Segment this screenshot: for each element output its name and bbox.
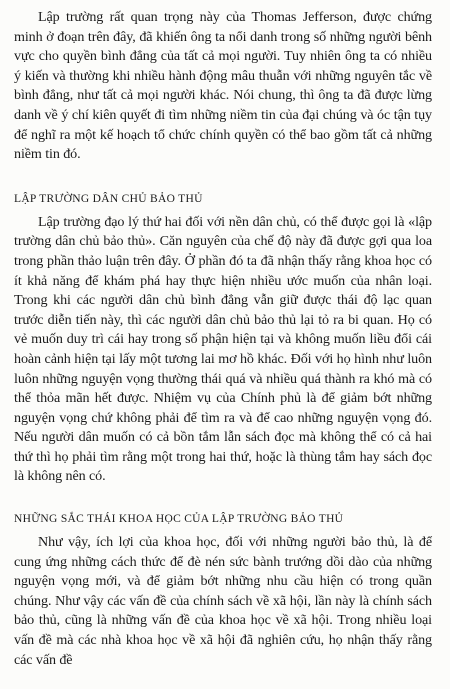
paragraph-jefferson: Lập trường rất quan trọng này của Thomas Jefferson, được chứng minh ở đoạn trên đây, đã khiến ông ta nổi danh trong số những người bênh vực cho quyền bình đẳng của tất cả mọi người. Tuy nhiên ông ta có nhiều ý kiến và thường khi nhiều hành động mâu thuẫn với những nguyên tắc về bình đẳng, như tất cả mọi người khác. Nói chung, thì ông ta đã được lừng danh về ý chí kiên quyết đi tìm những niềm tin của đại chúng và óc tận tụy để nghĩ ra một kế hoạch tổ chức chính quyền có thể bao gồm tất cả những niềm tin đó. (14, 9, 432, 163)
section-heading-scientific-nuances: NHỮNG SẮC THÁI KHOA HỌC CỦA LẬP TRƯỜNG BẢO THỦ (14, 513, 344, 526)
paragraph-science-conservatives: Như vậy, ích lợi của khoa học, đối với những người bảo thủ, là để cung ứng những cách thức để đè nén sức bành trướng dồi dào của những nguyện vọng mới, và để giảm bớt những nhu cầu hiện có trong quần chúng. Như vậy các vấn đề của chính sách về xã hội, lần này là chính sách bảo thủ, cũng là những vấn đề của khoa học về xã hội. Trong nhiều loại vấn đề mà các nhà khoa học về xã hội đã nghiên cứu, họ nhận thấy rằng các vấn đề (14, 534, 432, 668)
paragraph-conservative-democracy: Lập trường đạo lý thứ hai đối với nền dân chủ, có thể được gọi là «lập trường dân chủ bảo thủ». Căn nguyên của chế độ này đã được gợi qua loa trong phần thảo luận trên đây. Ở phần đó ta đã nhận thấy rằng khoa học có ít khả năng để khám phá hay thực hiện nhiều ước muốn của nhân loại. Trong khi các người dân chủ bình đẳng vẫn giữ được thái độ lạc quan trước diễn tiến này, thì các người dân chủ bảo thủ lại tỏ ra bi quan. Họ có vẻ muốn duy trì cái hay trong số phận hiện tại và không muốn liều đổi cái hoàn cảnh hiện tại lấy một tương lai mơ hồ khác. Đối với họ hình như luôn luôn những nguyện vọng thường thái quá và nhiều quá thành ra khó mà có thể thỏa mãn hết được. Nhiệm vụ của Chính phủ là để giảm bớt những nguyện vọng chứ không phải để tìm ra và để cao những nguyện vọng đó. Nếu người dân muốn có cả bồn tắm lẫn sách đọc mà không thể có cả hai thứ thì họ phải tìm rằng một trong hai thứ, hoặc là thùng tắm hay sách đọc là không nên có. (14, 213, 432, 485)
section-heading-conservative-democracy: LẬP TRƯỜNG DÂN CHỦ BẢO THỦ (14, 192, 203, 205)
